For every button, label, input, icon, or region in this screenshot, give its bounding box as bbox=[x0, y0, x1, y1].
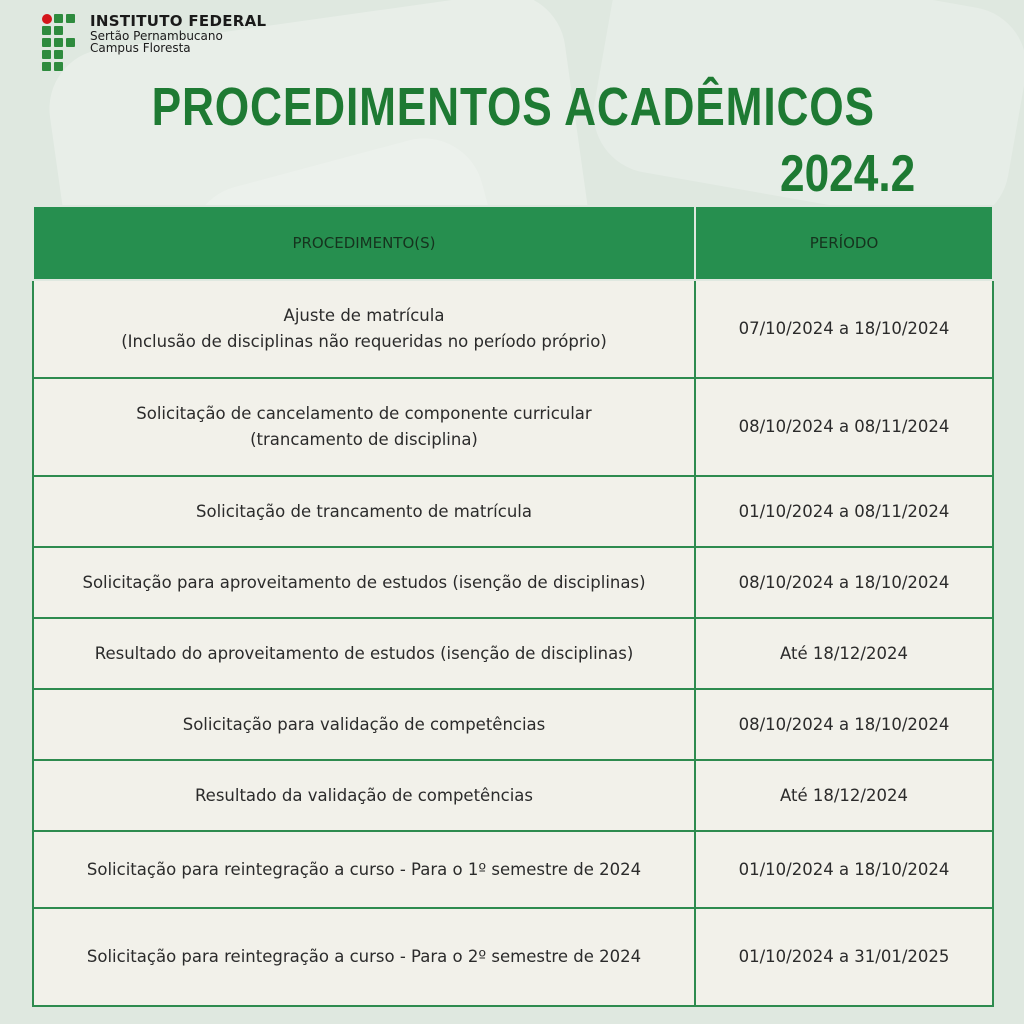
procedure-text: Solicitação de cancelamento de componente curricular bbox=[136, 404, 592, 424]
procedure-cell bbox=[33, 378, 695, 476]
period-cell: Até 18/12/2024 bbox=[695, 760, 993, 831]
procedure-cell: Solicitação para validação de competências bbox=[33, 689, 695, 760]
procedure-cell: Solicitação de trancamento de matrícula bbox=[33, 476, 695, 547]
table-row bbox=[33, 547, 993, 618]
institution-logo bbox=[42, 14, 266, 70]
period-cell: 01/10/2024 a 31/01/2025 bbox=[695, 908, 993, 1006]
institution-subtitle: Sertão Pernambucano bbox=[90, 28, 223, 43]
page-title: PROCEDIMENTOS ACADÊMICOS bbox=[151, 77, 875, 137]
period-cell: 01/10/2024 a 18/10/2024 bbox=[695, 831, 993, 908]
procedures-table bbox=[32, 205, 994, 1007]
procedure-note: (trancamento de disciplina) bbox=[250, 430, 478, 449]
procedure-note: (Inclusão de disciplinas não requeridas no período próprio) bbox=[121, 332, 607, 351]
period-cell: 08/10/2024 a 18/10/2024 bbox=[695, 547, 993, 618]
page-subtitle: 2024.2 bbox=[780, 145, 916, 203]
institution-campus: Campus Floresta bbox=[90, 41, 191, 56]
procedure-cell: Solicitação para reintegração a curso - Para o 1º semestre de 2024 bbox=[33, 831, 695, 908]
procedure-cell bbox=[33, 280, 695, 378]
header-period: PERÍODO bbox=[695, 206, 993, 280]
procedure-cell: Resultado da validação de competências bbox=[33, 760, 695, 831]
header-procedure: PROCEDIMENTO(S) bbox=[33, 206, 695, 280]
table-row bbox=[33, 760, 993, 831]
procedure-cell: Solicitação para reintegração a curso - Para o 2º semestre de 2024 bbox=[33, 908, 695, 1006]
period-cell: 08/10/2024 a 18/10/2024 bbox=[695, 689, 993, 760]
table-row bbox=[33, 378, 993, 476]
period-cell: 01/10/2024 a 08/11/2024 bbox=[695, 476, 993, 547]
table-row bbox=[33, 908, 993, 1006]
procedure-cell: Solicitação para aproveitamento de estudos (isenção de disciplinas) bbox=[33, 547, 695, 618]
table-header-row bbox=[33, 206, 993, 280]
table-row bbox=[33, 280, 993, 378]
institution-name: INSTITUTO FEDERAL bbox=[90, 12, 267, 30]
procedure-cell: Resultado do aproveitamento de estudos (isenção de disciplinas) bbox=[33, 618, 695, 689]
table-row bbox=[33, 689, 993, 760]
table-row bbox=[33, 618, 993, 689]
table-row bbox=[33, 476, 993, 547]
procedure-text: Ajuste de matrícula bbox=[283, 306, 445, 326]
period-cell: Até 18/12/2024 bbox=[695, 618, 993, 689]
period-cell: 07/10/2024 a 18/10/2024 bbox=[695, 280, 993, 378]
table-row bbox=[33, 831, 993, 908]
period-cell: 08/10/2024 a 08/11/2024 bbox=[695, 378, 993, 476]
if-logo-icon bbox=[42, 14, 76, 70]
